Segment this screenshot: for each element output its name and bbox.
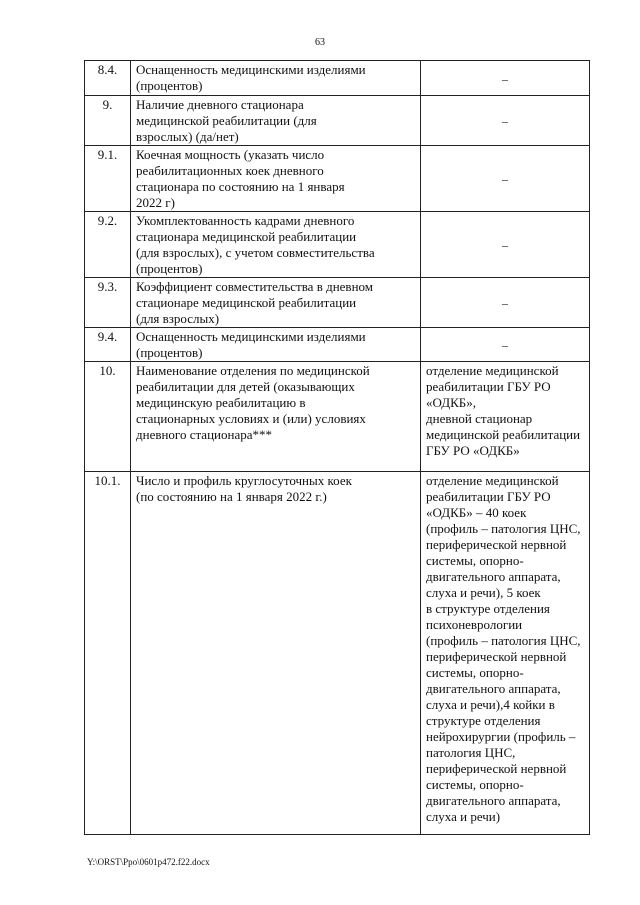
row-number: 9.3. bbox=[85, 278, 131, 328]
page-number: 63 bbox=[315, 37, 325, 48]
footer-file-path: Y:\ORST\Ppo\0601p472.f22.docx bbox=[87, 857, 210, 867]
row-number: 10. bbox=[85, 362, 131, 472]
table-row bbox=[85, 146, 590, 212]
table-row bbox=[85, 61, 590, 96]
row-indicator-name: Оснащенность медицинскими изделиями (процентов) bbox=[131, 328, 421, 362]
indicator-table bbox=[84, 60, 590, 835]
table-row bbox=[85, 278, 590, 328]
row-number: 9.2. bbox=[85, 212, 131, 278]
row-value: отделение медицинской реабилитации ГБУ РО «ОДКБ» – 40 коек (профиль – патология ЦНС, периферической нервной системы, опорно- двигательного аппарата, слуха и речи), 5 коек в структуре отделения психоневрологии (профиль – патология ЦНС, периферической нервной системы, опорно- двигательного аппарата, слуха и речи),4 койки в структуре отделения нейрохирургии (профиль – патология ЦНС, периферической нервной системы, опорно- двигательного аппарата, слуха и речи) bbox=[421, 472, 590, 835]
row-indicator-name: Наименование отделения по медицинской реабилитации для детей (оказывающих медицинскую реабилитацию в стационарных условиях и (или) условиях дневного стационара*** bbox=[131, 362, 421, 472]
table-row bbox=[85, 472, 590, 835]
row-indicator-name: Коэффициент совместительства в дневном стационаре медицинской реабилитации (для взрослых) bbox=[131, 278, 421, 328]
row-indicator-name: Наличие дневного стационара медицинской реабилитации (для взрослых) (да/нет) bbox=[131, 96, 421, 146]
row-indicator-name: Укомплектованность кадрами дневного стационара медицинской реабилитации (для взрослых), с учетом совместительства (процентов) bbox=[131, 212, 421, 278]
row-indicator-name: Число и профиль круглосуточных коек (по состоянию на 1 января 2022 г.) bbox=[131, 472, 421, 835]
row-number: 9.1. bbox=[85, 146, 131, 212]
row-value: – bbox=[421, 96, 590, 146]
table-row bbox=[85, 212, 590, 278]
row-number: 10.1. bbox=[85, 472, 131, 835]
row-indicator-name: Оснащенность медицинскими изделиями (процентов) bbox=[131, 61, 421, 96]
row-number: 9.4. bbox=[85, 328, 131, 362]
table-row bbox=[85, 362, 590, 472]
row-value: – bbox=[421, 146, 590, 212]
row-value: – bbox=[421, 328, 590, 362]
row-value: – bbox=[421, 212, 590, 278]
row-number: 9. bbox=[85, 96, 131, 146]
row-indicator-name: Коечная мощность (указать число реабилитационных коек дневного стационара по состоянию на 1 января 2022 г) bbox=[131, 146, 421, 212]
table-row bbox=[85, 96, 590, 146]
row-value: отделение медицинской реабилитации ГБУ РО «ОДКБ», дневной стационар медицинской реабилитации ГБУ РО «ОДКБ» bbox=[421, 362, 590, 472]
row-number: 8.4. bbox=[85, 61, 131, 96]
table-row bbox=[85, 328, 590, 362]
row-value: – bbox=[421, 278, 590, 328]
row-value: – bbox=[421, 61, 590, 96]
